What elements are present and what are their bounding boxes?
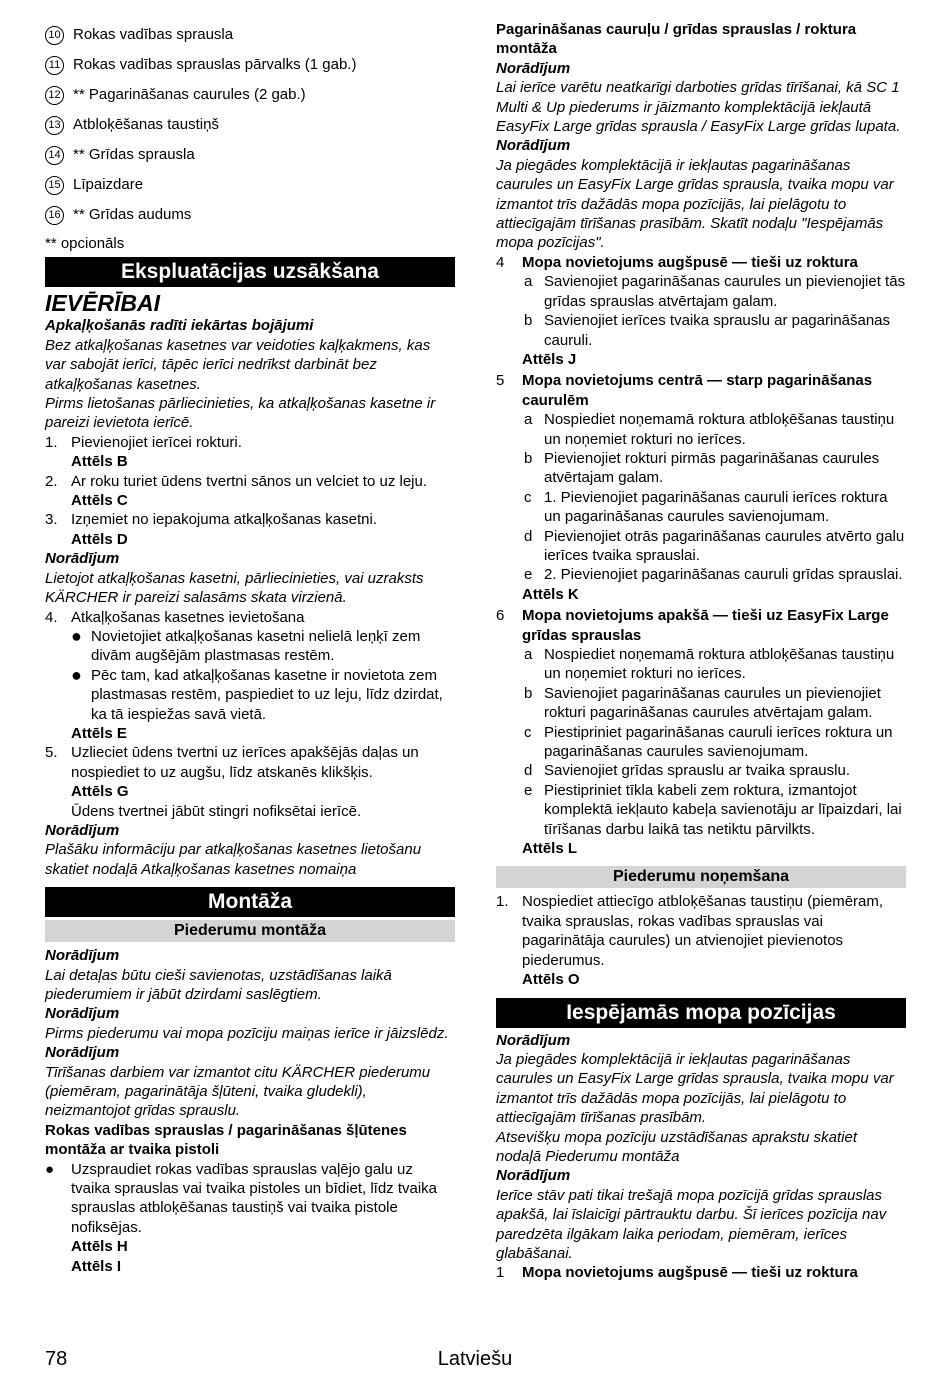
step-number: 1 — [496, 1264, 505, 1282]
warning-text-2: Pirms lietošanas pārliecinieties, ka atkaļķošanas kasetne ir pareizi ievietota ierīcē. — [45, 395, 436, 432]
legend-list — [45, 20, 455, 230]
legend-number: 14 — [45, 146, 64, 165]
bullet-item: ● Pēc tam, kad atkaļķošanas kasetne ir novietota zem plastmasas restēm, paspiediet to uz leju, līdz dzirdat, ka tā iespiežas savā vietā. — [45, 666, 455, 724]
substep-text: Savienojiet grīdas sprauslu ar tvaika sprauslu. — [544, 762, 850, 780]
figure-ref: Attēls I — [71, 1257, 122, 1275]
note-text: Plašāku informāciju par atkaļķošanas kasetnes lietošanu skatiet nodaļā Atkaļķošanas kasetnes nomaiņa — [45, 841, 422, 878]
note-label: Norādījum — [496, 137, 571, 155]
substep-text: Piestipriniet pagarināšanas cauruli ierīces roktura un pagarināšanas caurules savienojumam. — [544, 723, 893, 761]
substep-text: Savienojiet pagarināšanas caurules un pievienojiet rokturi pagarināšanas caurules atvērtajam galam. — [544, 684, 881, 722]
note-label: Norādījum — [45, 821, 120, 839]
step-1: 1. Pievienojiet ierīcei rokturi. — [45, 433, 455, 452]
figure-ref: Attēls O — [522, 971, 580, 989]
bold-title: Pagarināšanas cauruļu / grīdas sprauslas / roktura montāža — [496, 21, 857, 58]
warning-text: Bez atkaļķošanas kasetnes var veidoties kaļķakmens, kas var sabojāt ierīci, tāpēc ierīci nedrīkst darbināt bez atkaļķošanas kasetnes. — [45, 336, 431, 393]
note-text: Lai detaļas būtu cieši savienotas, uzstādīšanas laikā piederumiem ir jābūt dzirdami saslēgtiem. — [45, 966, 392, 1003]
legend-text: Līpaizdare — [73, 176, 144, 194]
legend-text: ** Grīdas audums — [73, 206, 192, 224]
step-text: Mopa novietojums augšpusē — tieši uz roktura — [522, 253, 858, 271]
note-text: Ja piegādes komplektācijā ir iekļautas pagarināšanas caurules un EasyFix Large grīdas sprausla, tvaika mopu var izmantot trīs dažādās mopa pozīcijās, lai pielāgotu to attiecīgajām tīrīšanas prasībām. — [496, 1050, 894, 1127]
legend-number: 13 — [45, 116, 64, 135]
note-label: Norādījum — [45, 1044, 120, 1062]
step-text: Pievienojiet ierīcei rokturi. — [71, 433, 242, 451]
step-6 — [496, 606, 906, 645]
substep-text: 1. Pievienojiet pagarināšanas cauruli ierīces roktura un pagarināšanas caurules savienojumam. — [544, 488, 888, 526]
legend-text: Rokas vadības sprausla — [73, 26, 234, 44]
bullet-text: Novietojiet atkaļķošanas kasetni nelielā leņķī zem divām augšējām plastmasas restēm. — [91, 627, 421, 665]
section-heading-start: Ekspluatācijas uzsākšana — [45, 257, 455, 287]
figure-ref: Attēls B — [71, 453, 128, 471]
figure-ref: Attēls K — [522, 585, 579, 603]
note-text: Lai ierīce varētu neatkarīgi darboties grīdas tīrīšanai, kā SC 1 Multi & Up piederums ir jāizmanto komplektācijā iekļautā EasyFix Large grīdas sprausla / EasyFix Large grīdas lupata. — [496, 79, 901, 136]
note-text: Ja piegādes komplektācijā ir iekļautas pagarināšanas caurules un EasyFix Large grīdas sprausla, tvaika mopu var izmantot trīs dažādās mopa pozīcijās, lai pielāgotu to attiecīgajām tīrīšanas prasībām. Skatīt nodaļu "Iespējamās mopa pozīcijas". — [496, 156, 894, 252]
note-label: Norādījum — [45, 550, 120, 568]
substep: e Piestipriniet tīkla kabeli zem roktura, izmantojot komplektā iekļauto kabeļa savienotāju ar līpaizdari, lai tīrīšanas darbu laikā tas netiktu pārvilkts. — [496, 781, 906, 839]
substep-text: Savienojiet ierīces tvaika sprauslu ar pagarināšanas cauruli. — [544, 312, 891, 349]
step-number: 6 — [496, 607, 505, 625]
figure-ref: Attēls D — [71, 530, 128, 548]
optional-note: ** opcionāls — [45, 235, 125, 252]
subsection-heading-removal: Piederumu noņemšana — [496, 866, 906, 888]
step-text: Nospiediet attiecīgo atbloķēšanas taustiņu (piemēram, tvaika sprauslas, rokas vadības sprauslas vai pagarinātāja caurules) un atvienojiet pievienotos piederumus. — [522, 893, 884, 969]
legend-number: 12 — [45, 86, 64, 105]
substep: a Savienojiet pagarināšanas caurules un pievienojiet tās grīdas sprauslas atvērtajam galam. — [524, 273, 906, 310]
substep: e 2. Pievienojiet pagarināšanas cauruli grīdas sprauslai. — [496, 565, 906, 584]
substep: c Piestipriniet pagarināšanas cauruli ierīces roktura un pagarināšanas caurules savienojumam. — [496, 723, 906, 762]
note-label: Norādījum — [45, 1005, 120, 1023]
legend-item — [45, 170, 455, 200]
note-text: Ierīce stāv pati tikai trešajā mopa pozīcijā grīdas sprauslas apakšā, lai īslaicīgi pārtrauktu darbu. Šī ierīces pozīcija nav paredzēta ilgākam laika periodam, piemēram, ierīces glabāšanai. — [496, 1186, 887, 1262]
legend-number: 11 — [45, 56, 64, 75]
note-text: Lietojot atkaļķošanas kasetni, pārliecinieties, vai uzraksts KÄRCHER ir pareizi salasāms skata virzienā. — [45, 569, 424, 607]
substep: d Pievienojiet otrās pagarināšanas caurules atvērto galu ierīces tvaika sprauslai. — [524, 527, 905, 564]
note-text: Tīrīšanas darbiem var izmantot citu KÄRCHER piederumu (piemēram, pagarinātāja šļūteni, tvaika gludekli), neizmantojot grīdas sprauslu. — [45, 1063, 431, 1120]
legend-text: ** Pagarināšanas caurules (2 gab.) — [73, 86, 306, 104]
warning-title: IEVĒRĪBAI — [45, 290, 161, 317]
step-4: 4. Atkaļķošanas kasetnes ievietošana — [45, 608, 455, 627]
figure-ref: Attēls L — [522, 840, 578, 858]
legend-item — [45, 20, 455, 50]
legend-number: 10 — [45, 26, 64, 45]
legend-item — [45, 50, 455, 80]
legend-item — [45, 80, 455, 110]
left-column — [45, 20, 455, 1276]
substep-text: Piestipriniet tīkla kabeli zem roktura, izmantojot komplektā iekļauto kabeļa savienotāju ar līpaizdari, lai tīrīšanas darbu laikā tas netiktu pārvilkts. — [544, 781, 902, 838]
step-number: 5 — [496, 372, 505, 390]
substep: b Savienojiet ierīces tvaika sprauslu ar pagarināšanas cauruli. — [496, 311, 906, 350]
step-5 — [496, 371, 906, 410]
step-text: Ūdens tvertnei jābūt stingri nofiksētai ierīcē. — [71, 802, 362, 820]
substep-text: Nospiediet noņemamā roktura atbloķēšanas taustiņu un noņemiet rokturi no ierīces. — [544, 411, 895, 448]
bullet-item: ● Novietojiet atkaļķošanas kasetni nelielā leņķī zem divām augšējām plastmasas restēm. — [45, 627, 455, 666]
warning-subtitle: Apkaļķošanās radīti iekārtas bojājumi — [45, 317, 314, 335]
bullet-item: ● Uzspraudiet rokas vadības sprauslas vaļējo galu uz tvaika sprauslas vai tvaika pistoles un bīdiet, līdz tvaika sprauslas atbloķēšanas taustiņš vai tvaika pistole nofiksējas. — [45, 1160, 455, 1238]
step-2: 2. Ar roku turiet ūdens tvertni sānos un velciet to uz leju. — [45, 472, 455, 491]
note-label: Norādījum — [496, 59, 571, 77]
legend-number: 16 — [45, 206, 64, 225]
step-4 — [496, 253, 906, 272]
substep-text: 2. Pievienojiet pagarināšanas cauruli grīdas sprauslai. — [544, 566, 903, 584]
step-text: Mopa novietojums centrā — starp pagarināšanas caurulēm — [522, 372, 873, 409]
note-text: Atsevišķu mopa pozīciju uzstādīšanas aprakstu skatiet nodaļā Piederumu montāža — [496, 1128, 858, 1165]
step-text: Mopa novietojums augšpusē — tieši uz roktura — [522, 1264, 858, 1282]
step-text: Mopa novietojums apakšā — tieši uz EasyFix Large grīdas sprauslas — [522, 607, 889, 644]
substep: a Nospiediet noņemamā roktura atbloķēšanas taustiņu un noņemiet rokturi no ierīces. — [496, 410, 906, 449]
substep-text: Nospiediet noņemamā roktura atbloķēšanas taustiņu un noņemiet rokturi no ierīces. — [544, 646, 895, 683]
legend-item — [45, 200, 455, 230]
step-3: 3. Izņemiet no iepakojuma atkaļķošanas kasetni. — [45, 510, 455, 529]
figure-ref: Attēls C — [71, 492, 128, 510]
page-number: 78 — [45, 1348, 68, 1370]
substep-text: Pievienojiet rokturi pirmās pagarināšanas caurules atvērtajam galam. — [544, 449, 880, 487]
subsection-heading: Piederumu montāža — [45, 920, 455, 942]
step-text: Izņemiet no iepakojuma atkaļķošanas kasetni. — [71, 511, 378, 529]
legend-item — [45, 110, 455, 140]
figure-ref: Attēls J — [522, 350, 577, 368]
substep: b Savienojiet pagarināšanas caurules un pievienojiet rokturi pagarināšanas caurules atvērtajam galam. — [496, 684, 906, 723]
legend-text: Rokas vadības sprauslas pārvalks (1 gab.) — [73, 56, 357, 74]
section-heading-mop: Iespējamās mopa pozīcijas — [496, 998, 906, 1028]
note-text: Pirms piederumu vai mopa pozīciju maiņas ierīce ir jāizslēdz. — [45, 1024, 449, 1042]
substep: d Savienojiet grīdas sprauslu ar tvaika sprauslu. — [496, 761, 906, 780]
step-text: Ar roku turiet ūdens tvertni sānos un velciet to uz leju. — [71, 472, 428, 490]
substep-text: Pievienojiet otrās pagarināšanas caurules atvērto galu ierīces tvaika sprauslai. — [544, 527, 905, 564]
footer-language: Latviešu — [437, 1348, 513, 1370]
substep: c 1. Pievienojiet pagarināšanas cauruli ierīces roktura un pagarināšanas caurules savienojumam. — [496, 488, 906, 527]
bullet-text: Pēc tam, kad atkaļķošanas kasetne ir novietota zem plastmasas restēm, paspiediet to uz leju, līdz dzirdat, ka tā iespiežas savā vietā. — [91, 666, 443, 723]
legend-number: 15 — [45, 176, 64, 195]
legend-item — [45, 140, 455, 170]
figure-ref: Attēls H — [71, 1238, 128, 1256]
legend-text: Atbloķēšanas taustiņš — [73, 116, 219, 134]
substep-text: Savienojiet pagarināšanas caurules un pievienojiet tās grīdas sprauslas atvērtajam galam. — [544, 273, 906, 310]
step-text: Uzlieciet ūdens tvertni uz ierīces apakšējās daļas un nospiediet to uz augšu, līdz atskanēs klikšķis. — [71, 744, 419, 781]
section-heading-assembly: Montāža — [45, 887, 455, 917]
step-5: 5. Uzlieciet ūdens tvertni uz ierīces apakšējās daļas un nospiediet to uz augšu, līdz atskanēs klikšķis. — [45, 743, 455, 782]
bold-title: Rokas vadības sprauslas / pagarināšanas šļūtenes montāža ar tvaika pistoli — [45, 1121, 407, 1159]
note-label: Norādījum — [496, 1167, 571, 1185]
figure-ref: Attēls E — [71, 724, 127, 742]
removal-step-1: 1. Nospiediet attiecīgo atbloķēšanas taustiņu (piemēram, tvaika sprauslas, rokas vadības sprauslas vai pagarinātāja caurules) un atvienojiet pievienotos piederumus. — [496, 892, 906, 970]
mop-step-1 — [496, 1263, 906, 1282]
figure-ref: Attēls G — [71, 783, 129, 801]
note-label: Norādījum — [496, 1031, 571, 1049]
substep: a Nospiediet noņemamā roktura atbloķēšanas taustiņu un noņemiet rokturi no ierīces. — [496, 645, 906, 684]
step-text: Atkaļķošanas kasetnes ievietošana — [71, 608, 305, 626]
right-column — [496, 20, 906, 1283]
step-number: 4 — [496, 253, 505, 271]
note-label: Norādījum — [45, 947, 120, 965]
substep: b Pievienojiet rokturi pirmās pagarināšanas caurules atvērtajam galam. — [496, 449, 906, 488]
bullet-text: Uzspraudiet rokas vadības sprauslas vaļējo galu uz tvaika sprauslas vai tvaika pistoles un bīdiet, līdz tvaika sprauslas atbloķēšanas taustiņš vai tvaika pistole nofiksējas. — [71, 1160, 438, 1236]
legend-text: ** Grīdas sprausla — [73, 146, 195, 164]
